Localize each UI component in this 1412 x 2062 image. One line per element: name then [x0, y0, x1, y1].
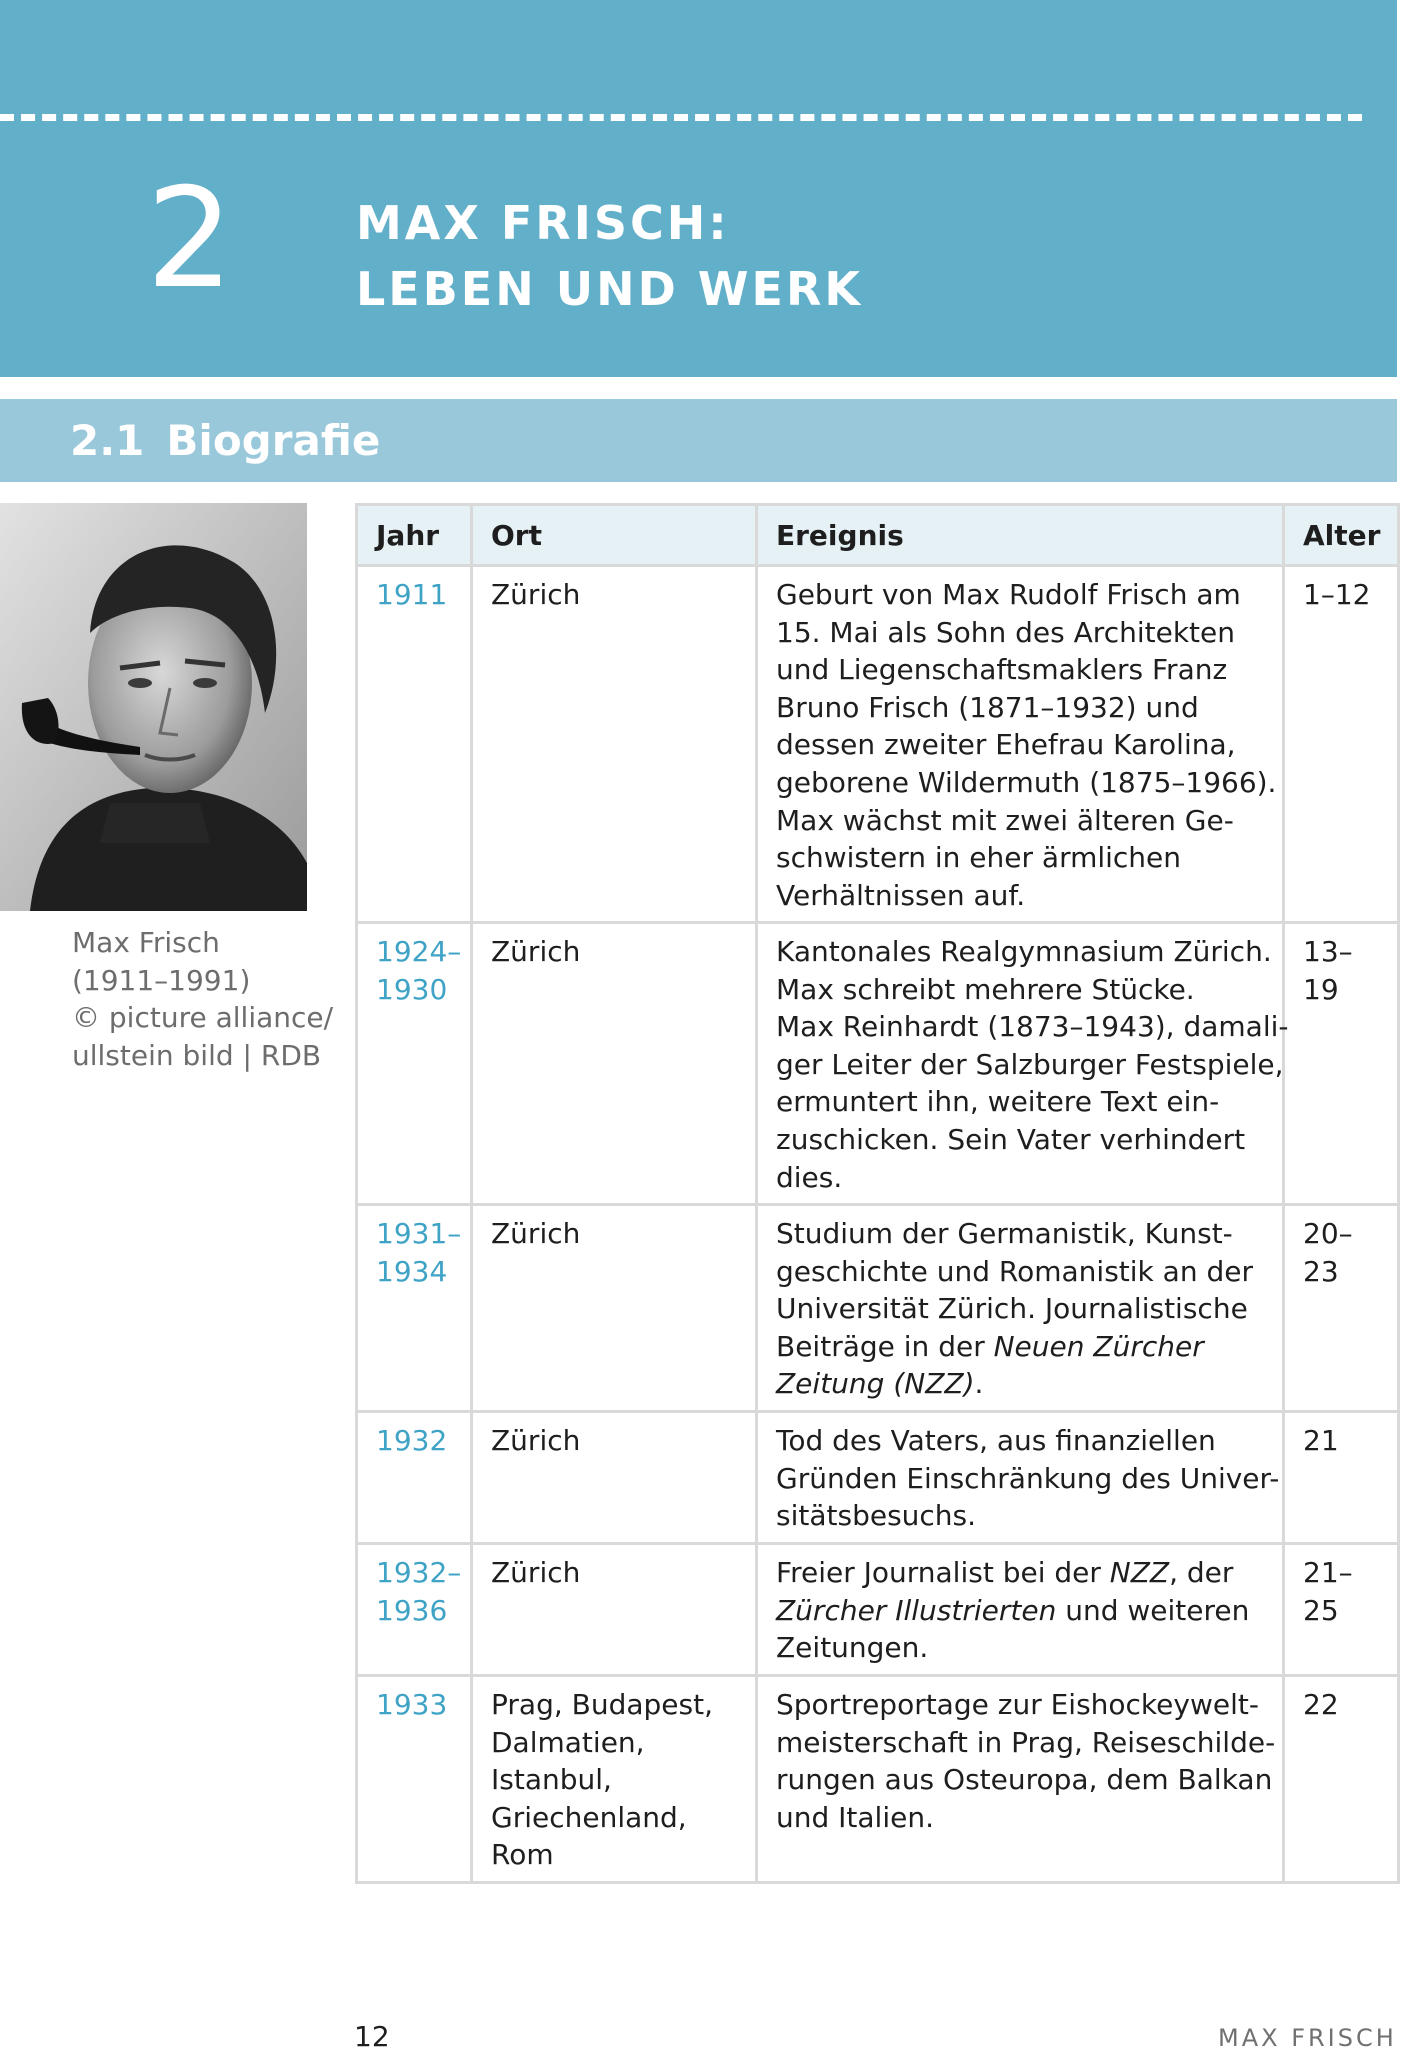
- year-text: 1911: [376, 578, 448, 611]
- table-row: [357, 1544, 1399, 1676]
- place-cell: [472, 1412, 757, 1544]
- event-line: Studium der Germanistik, Kunst-: [776, 1217, 1233, 1250]
- event-line: rungen aus Osteuropa, dem Balkan: [776, 1763, 1273, 1797]
- place-text: Rom: [491, 1838, 554, 1872]
- year-text: 1936: [376, 1593, 448, 1627]
- event-line: Gründen Einschränkung des Univer-: [776, 1461, 1280, 1495]
- year-text: 1932–: [376, 1556, 462, 1589]
- publication-title: Zürcher Illustrierten: [776, 1593, 1057, 1627]
- year-text: 1930: [376, 972, 448, 1006]
- event-line: und Liegenschaftsmaklers Franz: [776, 653, 1228, 687]
- event-line: Geburt von Max Rudolf Frisch am: [776, 578, 1241, 611]
- portrait-illustration: [0, 503, 307, 911]
- event-text: .: [974, 1367, 984, 1401]
- dashed-divider: [0, 114, 1362, 121]
- event-cell: [757, 1412, 1284, 1544]
- event-cell: [757, 566, 1284, 923]
- table-row: [357, 1205, 1399, 1412]
- place-text: Istanbul,: [491, 1763, 612, 1797]
- event-line: [776, 1365, 1268, 1403]
- event-cell: [757, 923, 1289, 1205]
- caption-line: ullstein bild | RDB: [72, 1038, 322, 1072]
- event-line: geborene Wildermuth (1875–1966).: [776, 765, 1277, 799]
- event-line: dessen zweiter Ehefrau Karolina,: [776, 728, 1236, 762]
- biography-table: [355, 503, 1400, 1884]
- place-text: Zürich: [491, 1556, 581, 1589]
- event-line: sitätsbesuchs.: [776, 1499, 977, 1533]
- event-line: Max wächst mit zwei älteren Ge-: [776, 803, 1234, 837]
- event-text: , der: [1169, 1556, 1234, 1589]
- age-cell: 13–19: [1284, 923, 1399, 1205]
- year-text: 1924–: [376, 935, 462, 968]
- event-line: ermuntert ihn, weitere Text ein-: [776, 1085, 1220, 1119]
- portrait-photo: [0, 503, 307, 911]
- event-line: Max schreibt mehrere Stücke.: [776, 972, 1195, 1006]
- age-cell: 21–25: [1284, 1544, 1399, 1676]
- event-line: schwistern in eher ärmlichen: [776, 841, 1182, 875]
- event-line: [776, 1554, 1268, 1592]
- chapter-number: 2: [146, 158, 234, 319]
- event-line: 15. Mai als Sohn des Architekten: [776, 615, 1235, 649]
- table-header-row: [357, 505, 1399, 566]
- event-line: Zeitungen.: [776, 1631, 929, 1665]
- table-row: [357, 923, 1399, 1205]
- table-row: [357, 1412, 1399, 1544]
- event-cell: [757, 1544, 1284, 1676]
- table-row: [357, 1676, 1399, 1883]
- event-line: Max Reinhardt (1873–1943), damali-: [776, 1010, 1289, 1044]
- column-header-year: Jahr: [357, 505, 472, 566]
- event-line: geschichte und Romanistik an der: [776, 1254, 1253, 1288]
- event-text: Beiträge in der: [776, 1329, 994, 1363]
- portrait-caption: [72, 924, 342, 1074]
- column-header-event: Ereignis: [757, 505, 1284, 566]
- place-cell: [472, 566, 757, 923]
- year-text: 1932: [376, 1424, 448, 1457]
- place-text: Zürich: [491, 935, 581, 968]
- event-text: Freier Journalist bei der: [776, 1556, 1110, 1589]
- year-cell: [357, 1676, 472, 1883]
- column-header-place: Ort: [472, 505, 757, 566]
- place-cell: [472, 1676, 757, 1883]
- chapter-title-line-1: MAX FRISCH:: [356, 196, 730, 250]
- chapter-title-line-2: LEBEN UND WERK: [356, 262, 864, 316]
- event-cell: [757, 1676, 1284, 1883]
- caption-line: © picture alliance/: [72, 1001, 334, 1034]
- event-line: Verhältnissen auf.: [776, 878, 1026, 912]
- chapter-title: [356, 190, 863, 322]
- place-text: Zürich: [491, 1217, 581, 1250]
- table-row: [357, 566, 1399, 923]
- running-footer-title: MAX FRISCH: [1218, 2024, 1397, 2052]
- age-cell: 20–23: [1284, 1205, 1399, 1412]
- publication-title: NZZ: [1109, 1556, 1170, 1589]
- event-line: Kantonales Realgymnasium Zürich.: [776, 935, 1272, 968]
- place-text: Prag, Budapest,: [491, 1688, 713, 1721]
- event-line: ger Leiter der Salzburger Festspiele,: [776, 1047, 1284, 1081]
- caption-line: (1911–1991): [72, 963, 251, 997]
- event-line: [776, 1592, 1268, 1630]
- event-line: Sportreportage zur Eishockeywelt-: [776, 1688, 1259, 1721]
- section-title-text: Biografie: [166, 416, 381, 465]
- year-text: 1934: [376, 1254, 448, 1288]
- event-line: [776, 1328, 1268, 1366]
- page-number: 12: [354, 2020, 390, 2053]
- year-cell: [357, 1544, 472, 1676]
- caption-line: Max Frisch: [72, 926, 220, 959]
- section-number: 2.1: [70, 416, 145, 465]
- year-cell: [357, 923, 472, 1205]
- event-text: und weiteren: [1056, 1593, 1250, 1627]
- year-text: 1931–: [376, 1217, 462, 1250]
- place-text: Griechenland,: [491, 1800, 687, 1834]
- publication-title: Neuen Zürcher: [993, 1329, 1204, 1363]
- place-text: Dalmatien,: [491, 1725, 645, 1759]
- event-line: Tod des Vaters, aus finanziellen: [776, 1424, 1216, 1457]
- age-cell: 22: [1284, 1676, 1399, 1883]
- event-line: Bruno Frisch (1871–1932) und: [776, 690, 1199, 724]
- event-line: Universität Zürich. Journalistische: [776, 1292, 1248, 1326]
- event-line: dies.: [776, 1160, 843, 1194]
- place-text: Zürich: [491, 1424, 581, 1457]
- year-text: 1933: [376, 1688, 448, 1721]
- publication-title: Zeitung (NZZ): [776, 1367, 975, 1401]
- event-line: meisterschaft in Prag, Reiseschilde-: [776, 1725, 1276, 1759]
- place-text: Zürich: [491, 578, 581, 611]
- year-cell: [357, 1412, 472, 1544]
- place-cell: [472, 1205, 757, 1412]
- place-cell: [472, 923, 757, 1205]
- event-line: und Italien.: [776, 1800, 934, 1834]
- column-header-age: Alter: [1284, 505, 1399, 566]
- event-cell: [757, 1205, 1284, 1412]
- year-cell: [357, 566, 472, 923]
- age-cell: 21: [1284, 1412, 1399, 1544]
- section-title: [70, 412, 380, 470]
- event-line: zuschicken. Sein Vater verhindert: [776, 1122, 1246, 1156]
- age-cell: 1–12: [1284, 566, 1399, 923]
- year-cell: [357, 1205, 472, 1412]
- place-cell: [472, 1544, 757, 1676]
